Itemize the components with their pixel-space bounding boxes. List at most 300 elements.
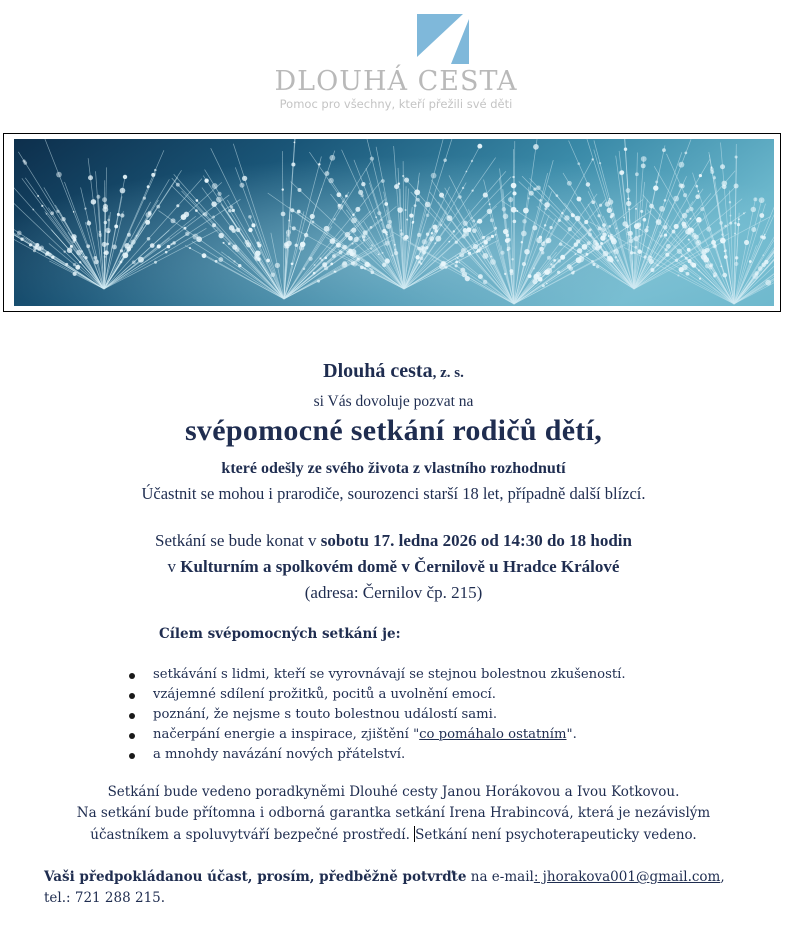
dew-drop (599, 162, 601, 164)
dew-drop (325, 171, 330, 176)
list-item-text: načerpání energie a inspirace, zjištění " (153, 727, 420, 742)
dew-drop (431, 173, 437, 179)
dew-drop (567, 181, 572, 186)
dew-drop (281, 212, 286, 217)
dew-drop (251, 223, 255, 227)
dew-drop (310, 214, 315, 219)
dew-drop (165, 251, 168, 254)
dew-drop (212, 216, 215, 219)
dew-drop (662, 148, 666, 152)
dew-drop (103, 204, 108, 209)
dew-drop (172, 241, 175, 244)
dew-drop (448, 241, 450, 243)
dew-drop (185, 232, 189, 236)
dew-drop (664, 199, 667, 202)
dew-drop (431, 232, 433, 234)
dew-drop (471, 160, 473, 162)
dew-drop (541, 251, 544, 254)
dew-drop (524, 249, 530, 255)
dew-drop (532, 225, 537, 230)
dew-drop (634, 246, 637, 249)
dew-drop (382, 263, 386, 267)
dew-drop (394, 249, 396, 251)
dew-drop (522, 262, 526, 266)
dew-drop (609, 198, 611, 200)
dew-drop (653, 207, 655, 209)
dew-drop (397, 208, 399, 210)
list-item-text-end: ". (566, 727, 577, 742)
dew-drop (577, 197, 582, 202)
dew-drop (87, 221, 92, 226)
dew-drop (644, 255, 647, 258)
dew-drop (719, 221, 723, 225)
dew-drop (677, 249, 682, 254)
dew-drop (352, 261, 358, 267)
dew-drop (386, 234, 388, 236)
dew-drop (539, 247, 544, 252)
dew-drop (753, 197, 757, 201)
dew-drop (99, 232, 102, 235)
dew-drop (332, 254, 336, 258)
dew-drop (284, 242, 288, 246)
dew-drop (311, 220, 314, 223)
dew-drop (403, 236, 408, 241)
dew-drop (150, 243, 155, 248)
dew-drop (743, 212, 745, 214)
dew-drop (490, 218, 494, 222)
dew-drop (482, 236, 485, 239)
dew-drop (478, 274, 483, 279)
dew-drop (127, 233, 131, 237)
dew-drop (404, 177, 409, 182)
dew-drop (462, 187, 464, 189)
dew-drop (157, 244, 161, 248)
dew-drop (65, 263, 68, 266)
dew-drop (489, 203, 491, 205)
dew-drop (291, 262, 294, 265)
dew-drop (665, 248, 668, 251)
list-item-text: a mnohdy navázání nových přátelství. (153, 747, 406, 762)
dew-drop (342, 201, 344, 203)
dew-drop (705, 264, 710, 269)
dew-drop (543, 241, 545, 243)
dew-drop (626, 224, 628, 226)
dew-drop (721, 233, 723, 235)
dew-drop (361, 182, 365, 186)
dew-drop (415, 255, 419, 259)
dew-drop (458, 261, 460, 263)
dew-drop (611, 239, 617, 245)
dew-drop (50, 211, 54, 215)
dew-drop (729, 222, 732, 225)
dew-drop (495, 234, 497, 236)
list-item (0, 665, 626, 685)
bullet-icon (129, 733, 135, 739)
dew-drop (503, 214, 509, 220)
dew-drop (656, 219, 662, 225)
dew-drop (414, 204, 417, 207)
dew-drop (470, 246, 472, 248)
dew-drop (674, 224, 679, 229)
dew-drop (749, 260, 752, 263)
dew-drop (639, 228, 641, 230)
dew-drop (217, 192, 221, 196)
org-name: Dlouhá cesta (323, 360, 433, 382)
dew-drop (223, 242, 225, 244)
dew-drop (416, 198, 420, 202)
dew-drop (558, 259, 561, 262)
dew-drop (528, 197, 530, 199)
dew-drop (483, 280, 487, 284)
dew-drop (628, 231, 633, 236)
dew-drop (758, 266, 763, 271)
dew-drop (544, 224, 546, 226)
dew-drop (136, 235, 138, 237)
dew-drop (441, 261, 446, 266)
bullet-icon (129, 693, 135, 699)
dew-drop (426, 233, 429, 236)
logo-tagline: Pomoc pro všechny, kteří přežili své děti (279, 97, 513, 111)
dew-drop (88, 175, 93, 180)
dew-drop (216, 197, 222, 203)
dew-drop (494, 227, 497, 230)
dew-drop (677, 274, 679, 276)
dew-drop (466, 171, 468, 173)
dew-drop (126, 247, 131, 252)
dew-drop (660, 235, 663, 238)
dew-drop (321, 259, 323, 261)
dew-drop (360, 194, 363, 197)
staff-line-2: Na setkání bude přítomna i odborná garantka setkání Irena Hrabincová, která je nezávislým (76, 805, 711, 821)
dew-drop (73, 211, 75, 213)
dew-drop (338, 204, 341, 207)
dew-drop (384, 202, 388, 206)
rsvp-request: Vaši předpokládanou účast, prosím, předběžně potvrďte (44, 869, 467, 885)
dew-drop (722, 185, 727, 190)
dew-drop (364, 267, 366, 269)
dew-drop (334, 271, 336, 273)
dew-drop (362, 235, 366, 239)
dew-drop (471, 189, 473, 191)
dew-drop (635, 208, 637, 210)
dew-drop (608, 225, 611, 228)
dew-drop (596, 265, 599, 268)
dew-drop (559, 242, 563, 246)
dew-drop (125, 253, 127, 255)
headline: svépomocné setkání rodičů dětí, (184, 414, 603, 447)
dew-drop (63, 250, 65, 252)
dew-drop (417, 247, 421, 251)
dew-drop (653, 185, 658, 190)
dew-drop (331, 263, 333, 265)
dew-drop (232, 245, 237, 250)
dew-drop (429, 236, 434, 241)
dew-drop (291, 162, 295, 166)
dew-drop (239, 183, 244, 188)
dew-drop (697, 241, 699, 243)
dew-drop (765, 280, 771, 286)
dew-drop (659, 206, 665, 212)
dew-drop (549, 226, 552, 229)
dew-drop (600, 242, 603, 245)
dew-drop (588, 232, 592, 236)
dew-drop (184, 227, 187, 230)
dew-drop (508, 197, 513, 202)
dew-drop (513, 220, 517, 224)
dew-drop (576, 239, 580, 243)
dew-drop (202, 253, 207, 258)
dew-drop (620, 170, 625, 175)
dew-drop (734, 233, 736, 235)
dew-drop (56, 210, 59, 213)
dew-drop (242, 176, 247, 181)
dew-drop (420, 257, 424, 261)
dew-drop (384, 241, 389, 246)
dew-drop (363, 230, 368, 235)
organization-name (0, 360, 787, 383)
dew-drop (238, 264, 241, 267)
dew-drop (418, 261, 421, 264)
list-item-text: setkávání s lidmi, kteří se vyrovnávají se stejnou bolestnou zkušeností. (153, 667, 626, 682)
dew-drop (663, 225, 667, 229)
dew-drop (483, 193, 488, 198)
dew-drop (532, 279, 537, 284)
dew-drop (96, 195, 100, 199)
dew-drop (503, 229, 508, 234)
dew-drop (147, 237, 151, 241)
dew-drop (599, 204, 602, 207)
dew-drop (754, 271, 758, 275)
dew-drop (394, 184, 399, 189)
dew-drop (617, 259, 619, 261)
dew-drop (351, 228, 356, 233)
dew-drop (691, 263, 696, 268)
dew-drop (523, 208, 529, 214)
dew-drop (318, 163, 320, 165)
dew-drop (564, 215, 569, 220)
dew-drop (597, 214, 600, 217)
dew-drop (533, 144, 539, 150)
rsvp-comma: , (720, 869, 725, 885)
dew-drop (688, 239, 690, 241)
co-pomahalo-link[interactable]: co pomáhalo ostatním (419, 727, 567, 742)
dew-drop (505, 238, 510, 243)
logo-mark-icon (417, 14, 469, 64)
dew-drop (685, 257, 688, 260)
dew-drop (308, 257, 312, 261)
event-venue: Kulturním a spolkovém domě v Černilově u Hradce Králové (180, 557, 620, 576)
dew-drop (120, 249, 123, 252)
dew-drop (337, 192, 342, 197)
dew-drop (650, 268, 654, 272)
dew-drop (629, 236, 632, 239)
dew-drop (120, 261, 123, 264)
dew-drop (195, 209, 198, 212)
dew-drop (462, 272, 467, 277)
dew-drop (81, 250, 83, 252)
dew-drop (145, 220, 150, 225)
dew-drop (443, 158, 446, 161)
dew-drop (229, 225, 234, 230)
dew-drop (539, 199, 542, 202)
dew-drop (211, 201, 217, 207)
dew-drop (700, 207, 704, 211)
dew-drop (613, 249, 619, 255)
dew-drop (655, 180, 658, 183)
dew-drop (561, 212, 563, 214)
dew-drop (228, 242, 231, 245)
dew-drop (710, 168, 714, 172)
dew-drop (472, 228, 477, 233)
dew-drop (635, 172, 639, 176)
dew-drop (120, 188, 126, 194)
event-address: (adresa: Černilov čp. 215) (304, 583, 483, 602)
banner-image (14, 139, 774, 306)
dew-drop (528, 274, 532, 278)
dew-drop (512, 176, 514, 178)
dew-drop (468, 252, 471, 255)
dew-drop (425, 202, 431, 208)
dew-drop (487, 209, 492, 214)
dew-drop (212, 223, 216, 227)
dew-drop (61, 217, 65, 221)
dew-drop (698, 269, 700, 271)
dew-drop (539, 236, 542, 239)
dew-drop (351, 249, 357, 255)
dew-drop (556, 194, 559, 197)
dew-drop (544, 207, 547, 210)
dew-drop (482, 253, 488, 259)
dew-drop (381, 252, 383, 254)
logo (0, 0, 787, 120)
dew-drop (462, 234, 466, 238)
dew-drop (759, 197, 765, 203)
dew-drop (630, 251, 633, 254)
dew-drop (699, 278, 701, 280)
list-item-text: vzájemné sdílení prožitků, pocitů a uvolnění emocí. (153, 687, 496, 702)
dew-drop (572, 247, 574, 249)
dew-drop (236, 228, 241, 233)
goals-list (0, 665, 626, 765)
dew-drop (352, 243, 354, 245)
dew-drop (370, 268, 372, 270)
dew-drop (626, 201, 631, 206)
dew-drop (577, 248, 582, 253)
dew-drop (330, 238, 335, 243)
dew-drop (533, 188, 536, 191)
dew-drop (557, 271, 560, 274)
dew-drop (112, 245, 117, 250)
dew-drop (248, 228, 252, 232)
dew-drop (672, 230, 676, 234)
dew-drop (529, 191, 534, 196)
event-place-prefix: v (167, 557, 181, 576)
phone-line: tel.: 721 288 215. (44, 890, 166, 906)
event-time-prefix: Setkání se bude konat v (155, 531, 321, 550)
dew-drop (56, 172, 62, 178)
dew-drop (406, 219, 408, 221)
dew-drop (762, 254, 764, 256)
dew-drop (104, 256, 106, 258)
dew-drop (176, 204, 179, 207)
dew-drop (290, 208, 294, 212)
dew-drop (706, 227, 711, 232)
dew-drop (333, 218, 336, 221)
dew-drop (33, 246, 38, 251)
dew-drop (686, 272, 690, 276)
dew-drop (584, 220, 588, 224)
email-link[interactable]: : jhorakova001@gmail.com (533, 869, 721, 885)
dew-drop (573, 270, 575, 272)
dew-drop (553, 259, 556, 262)
dew-drop (115, 225, 118, 228)
dew-drop (422, 247, 427, 252)
dew-drop (729, 201, 731, 203)
dew-drop (378, 253, 380, 255)
dew-drop (147, 185, 150, 188)
dew-drop (352, 213, 354, 215)
dew-drop (724, 225, 727, 228)
dew-drop (103, 251, 106, 254)
org-suffix: , z. s. (432, 365, 464, 381)
dew-drop (455, 241, 458, 244)
dew-drop (665, 253, 669, 257)
list-item (0, 705, 626, 725)
dew-drop (760, 235, 763, 238)
dew-drop (522, 219, 526, 223)
dew-drop (699, 174, 702, 177)
dew-drop (370, 248, 372, 250)
dew-drop (212, 183, 218, 189)
dew-drop (455, 261, 458, 264)
dew-drop (724, 255, 728, 259)
dew-drop (86, 244, 90, 248)
dew-drop (673, 196, 679, 202)
dew-drop (575, 253, 577, 255)
dew-drop (388, 220, 392, 224)
dew-drop (542, 284, 545, 287)
dew-drop (467, 250, 469, 252)
dew-drop (476, 250, 479, 253)
bullet-icon (129, 753, 135, 759)
dew-drop (32, 209, 34, 211)
dew-drop (679, 267, 684, 272)
dew-drop (633, 252, 636, 255)
dew-drop (734, 262, 738, 266)
dew-drop (189, 247, 191, 249)
dew-drop (684, 152, 687, 155)
dew-drop (714, 244, 716, 246)
dew-drop (561, 256, 564, 259)
dew-drop (482, 245, 484, 247)
dew-drop (689, 207, 693, 211)
dew-drop (484, 240, 488, 244)
dew-drop (382, 229, 386, 233)
dew-drop (46, 213, 48, 215)
dew-drop (442, 197, 444, 199)
dew-drop (713, 275, 716, 278)
dew-drop (232, 209, 235, 212)
dew-drop (511, 207, 517, 213)
dew-drop (724, 250, 726, 252)
dew-drop (297, 188, 301, 192)
dew-drop (616, 227, 618, 229)
dew-drop (357, 258, 359, 260)
dew-drop (151, 173, 155, 177)
dew-drop (181, 214, 187, 220)
dew-drop (682, 213, 688, 219)
dew-drop (558, 219, 561, 222)
